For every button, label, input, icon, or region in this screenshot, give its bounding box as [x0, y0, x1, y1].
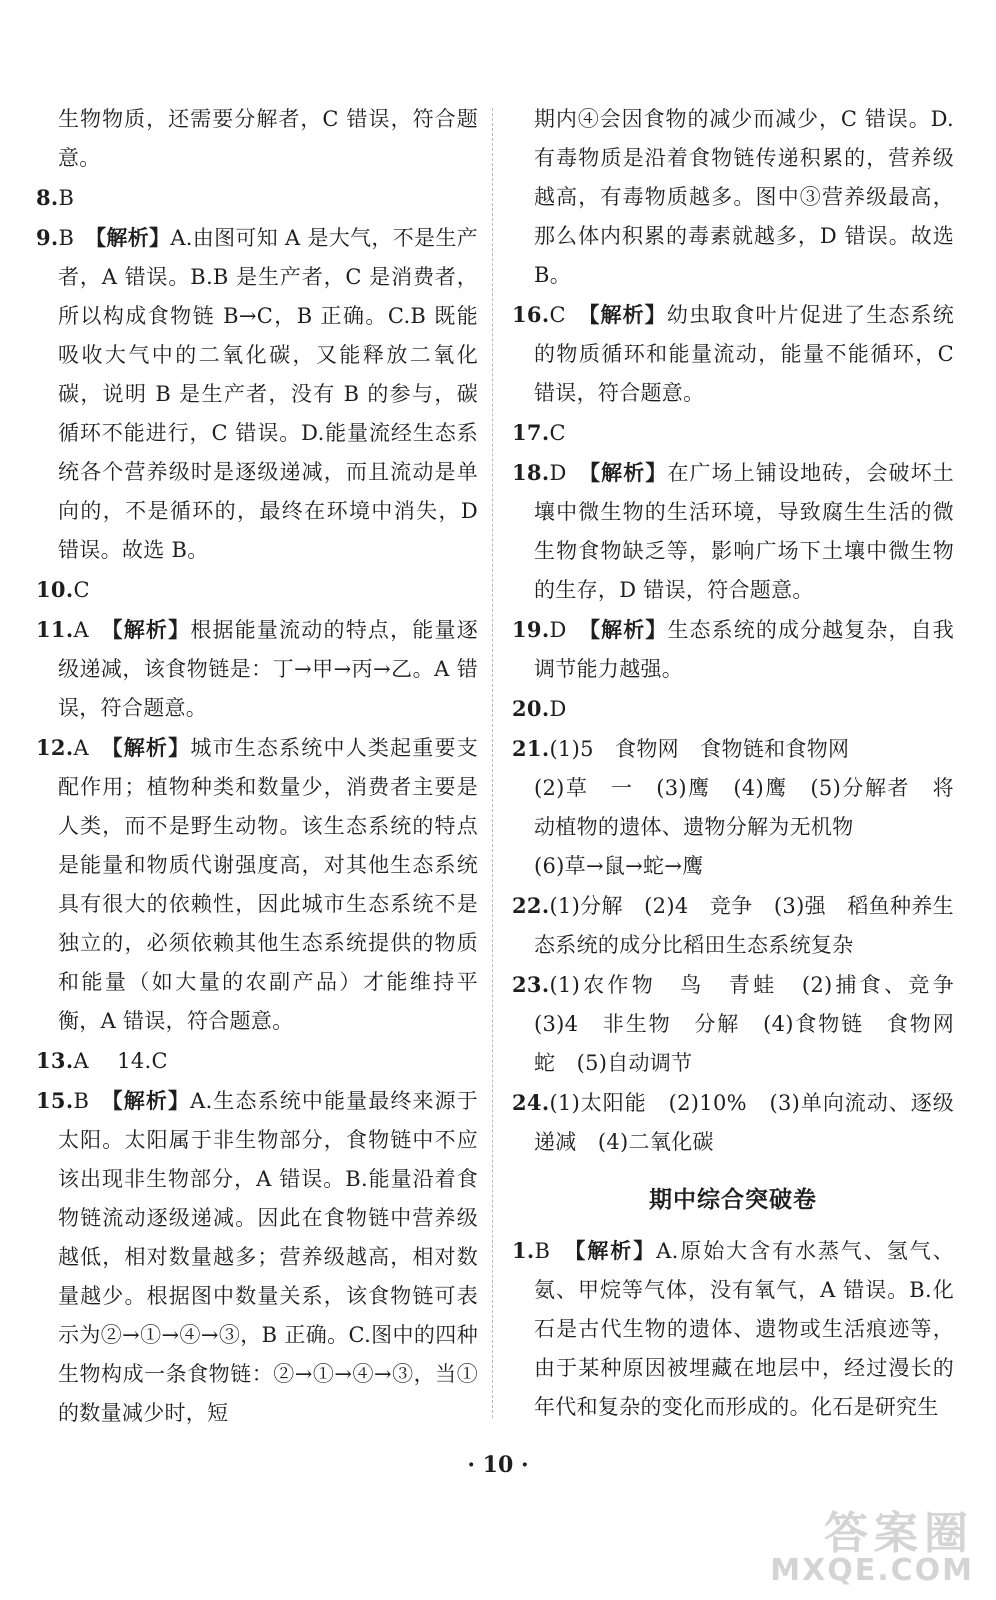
answer-number: 13.	[36, 1048, 74, 1073]
answer-number: 17.	[512, 420, 550, 445]
answer-item	[36, 610, 478, 728]
answer-continuation	[512, 100, 954, 295]
analysis-tag: 【解析】	[589, 460, 668, 485]
answer-item	[512, 965, 976, 1083]
left-column	[36, 100, 478, 1433]
answer-number: 21.	[512, 736, 550, 761]
answer-choice: A	[73, 618, 113, 642]
answer-text: 幼虫取食叶片促进了生态系统的物质循环和能量流动，能量不能循环，C 错误，符合题意。	[534, 303, 955, 405]
answer-text: C	[73, 578, 90, 602]
answer-text: (1)农作物 鸟 青蛙 (2)捕食、竞争 (3)4 非生物 分解 (4)食物链 食物网 蛇 (5)自动调节	[534, 973, 976, 1075]
answer-choice: B	[73, 1089, 113, 1113]
answer-item	[36, 1081, 478, 1433]
answer-number: 8.	[36, 185, 59, 210]
answer-number: 18.	[512, 460, 550, 485]
answer-text: A 14.C	[73, 1049, 168, 1073]
answer-text: (6)草→鼠→蛇→鹰	[534, 854, 704, 878]
watermark	[770, 1508, 974, 1588]
answer-choice: A	[73, 736, 113, 760]
answer-number: 11.	[36, 617, 74, 642]
answer-number: 19.	[512, 617, 550, 642]
answer-choice: C	[549, 303, 589, 327]
answer-item	[36, 178, 478, 218]
answer-number: 15.	[36, 1088, 74, 1113]
answer-item	[512, 886, 954, 965]
answer-item	[36, 570, 478, 610]
answer-text: C	[549, 421, 566, 445]
answer-item	[512, 413, 954, 453]
watermark-logo-text: 答案圈	[824, 1508, 974, 1559]
answer-text: (1)太阳能 (2)10% (3)单向流动、逐级递减 (4)二氧化碳	[534, 1091, 954, 1154]
answer-continuation	[36, 100, 478, 178]
answer-text: 期内④会因食物的减少而减少，C 错误。D.有毒物质是沿着食物链传递积累的，营养级越高，有毒物质越多。图中③营养级最高，那么体内积累的毒素就越多，D 错误。故选 B。	[534, 107, 954, 287]
answer-text: A.原始大含有水蒸气、氢气、氨、甲烷等气体，没有氧气，A 错误。B.化石是古代生物的遗体、遗物或生活痕迹等，由于某种原因被埋藏在地层中，经过漫长的年代和复杂的变化而形成的。化石是研究生	[534, 1239, 954, 1419]
answer-text: 在广场上铺设地砖，会破坏土壤中微生物的生活环境，导致腐生生活的微生物食物缺乏等，影响广场下土壤中微生物的生存，D 错误，符合题意。	[534, 461, 955, 602]
column-divider	[492, 108, 493, 1418]
section-title: 期中综合突破卷	[649, 1186, 817, 1213]
answer-subline	[512, 769, 954, 847]
answer-item	[512, 610, 954, 689]
answer-item	[512, 1083, 954, 1162]
answer-choice: D	[549, 461, 590, 485]
answer-item	[36, 218, 478, 570]
right-column	[512, 100, 976, 1427]
analysis-tag: 【解析】	[112, 617, 191, 642]
answer-item	[512, 453, 954, 610]
analysis-tag: 【解析】	[95, 225, 171, 250]
answer-text: B	[58, 186, 75, 210]
answer-text: (1)分解 (2)4 竞争 (3)强 稻鱼种养生态系统的成分比稻田生态系统复杂	[534, 894, 954, 957]
answer-text: (2)草 一 (3)鹰 (4)鹰 (5)分解者 将动植物的遗体、遗物分解为无机物	[534, 776, 954, 839]
answer-number: 12.	[36, 735, 74, 760]
analysis-tag: 【解析】	[112, 1088, 191, 1113]
answer-choice: B	[58, 226, 96, 250]
answer-text: 生物物质，还需要分解者，C 错误，符合题意。	[58, 107, 478, 170]
answer-number: 22.	[512, 893, 550, 918]
watermark-url: MXQE.COM	[770, 1553, 974, 1588]
answer-text: 根据能量流动的特点，能量逐级递减，该食物链是：丁→甲→丙→乙。A 错误，符合题意。	[58, 618, 479, 720]
answer-item	[36, 728, 478, 1041]
answer-number: 16.	[512, 302, 550, 327]
answer-choice: B	[534, 1239, 575, 1263]
answer-text: 城市生态系统中人类起重要支配作用；植物种类和数量少，消费者主要是人类，而不是野生动物。该生态系统的特点是能量和物质代谢强度高，对其他生态系统具有很大的依赖性，因此城市生态系统不是独立的，必须依赖其他生态系统提供的物质和能量（如大量的农副产品）才能维持平衡，A 错误，符合题意。	[58, 736, 479, 1033]
analysis-tag: 【解析】	[588, 302, 667, 327]
answer-number: 9.	[36, 225, 59, 250]
answer-number: 20.	[512, 696, 550, 721]
answer-number: 10.	[36, 577, 74, 602]
answer-item	[36, 1041, 478, 1081]
answer-item	[512, 1231, 954, 1427]
answer-item	[512, 729, 954, 769]
answer-number: 23.	[512, 972, 550, 997]
answer-subline	[512, 847, 954, 886]
answer-text: A.由图可知 A 是大气，不是生产者，A 错误。B.B 是生产者，C 是消费者，所以构成食物链 B→C，B 正确。C.B 既能吸收大气中的二氧化碳，又能释放二氧化碳，说明 B 是生产者，没有 B 的参与，碳循环不能进行，C 错误。D.能量流经生态系统各个营养级时是逐级递减，而且流动是单向的，不是循环的，最终在环境中消失，D 错误。故选 B。	[58, 226, 478, 562]
answer-item	[512, 689, 954, 729]
answer-number: 1.	[512, 1238, 535, 1263]
answer-number: 24.	[512, 1090, 550, 1115]
answer-choice: D	[549, 618, 590, 642]
analysis-tag: 【解析】	[574, 1238, 657, 1263]
answer-text: (1)5 食物网 食物链和食物网	[549, 737, 850, 761]
answer-text: D	[549, 697, 567, 721]
analysis-tag: 【解析】	[589, 617, 668, 642]
answer-text: 生态系统的成分越复杂，自我调节能力越强。	[534, 618, 955, 681]
answer-text: A.生态系统中能量最终来源于太阳。太阳属于非生物部分，食物链中不应该出现非生物部分，A 错误。B.能量沿着食物链流动逐级递减。因此在食物链中营养级越低，相对数量越多；营养级越高，相对数量越少。根据图中数量关系，该食物链可表示为②→①→④→③，B 正确。C.图中的四种生物构成一条食物链：②→①→④→③，当①的数量减少时，短	[58, 1089, 478, 1425]
analysis-tag: 【解析】	[112, 735, 191, 760]
answer-item	[512, 295, 954, 413]
page-number: · 10 ·	[467, 1452, 529, 1478]
